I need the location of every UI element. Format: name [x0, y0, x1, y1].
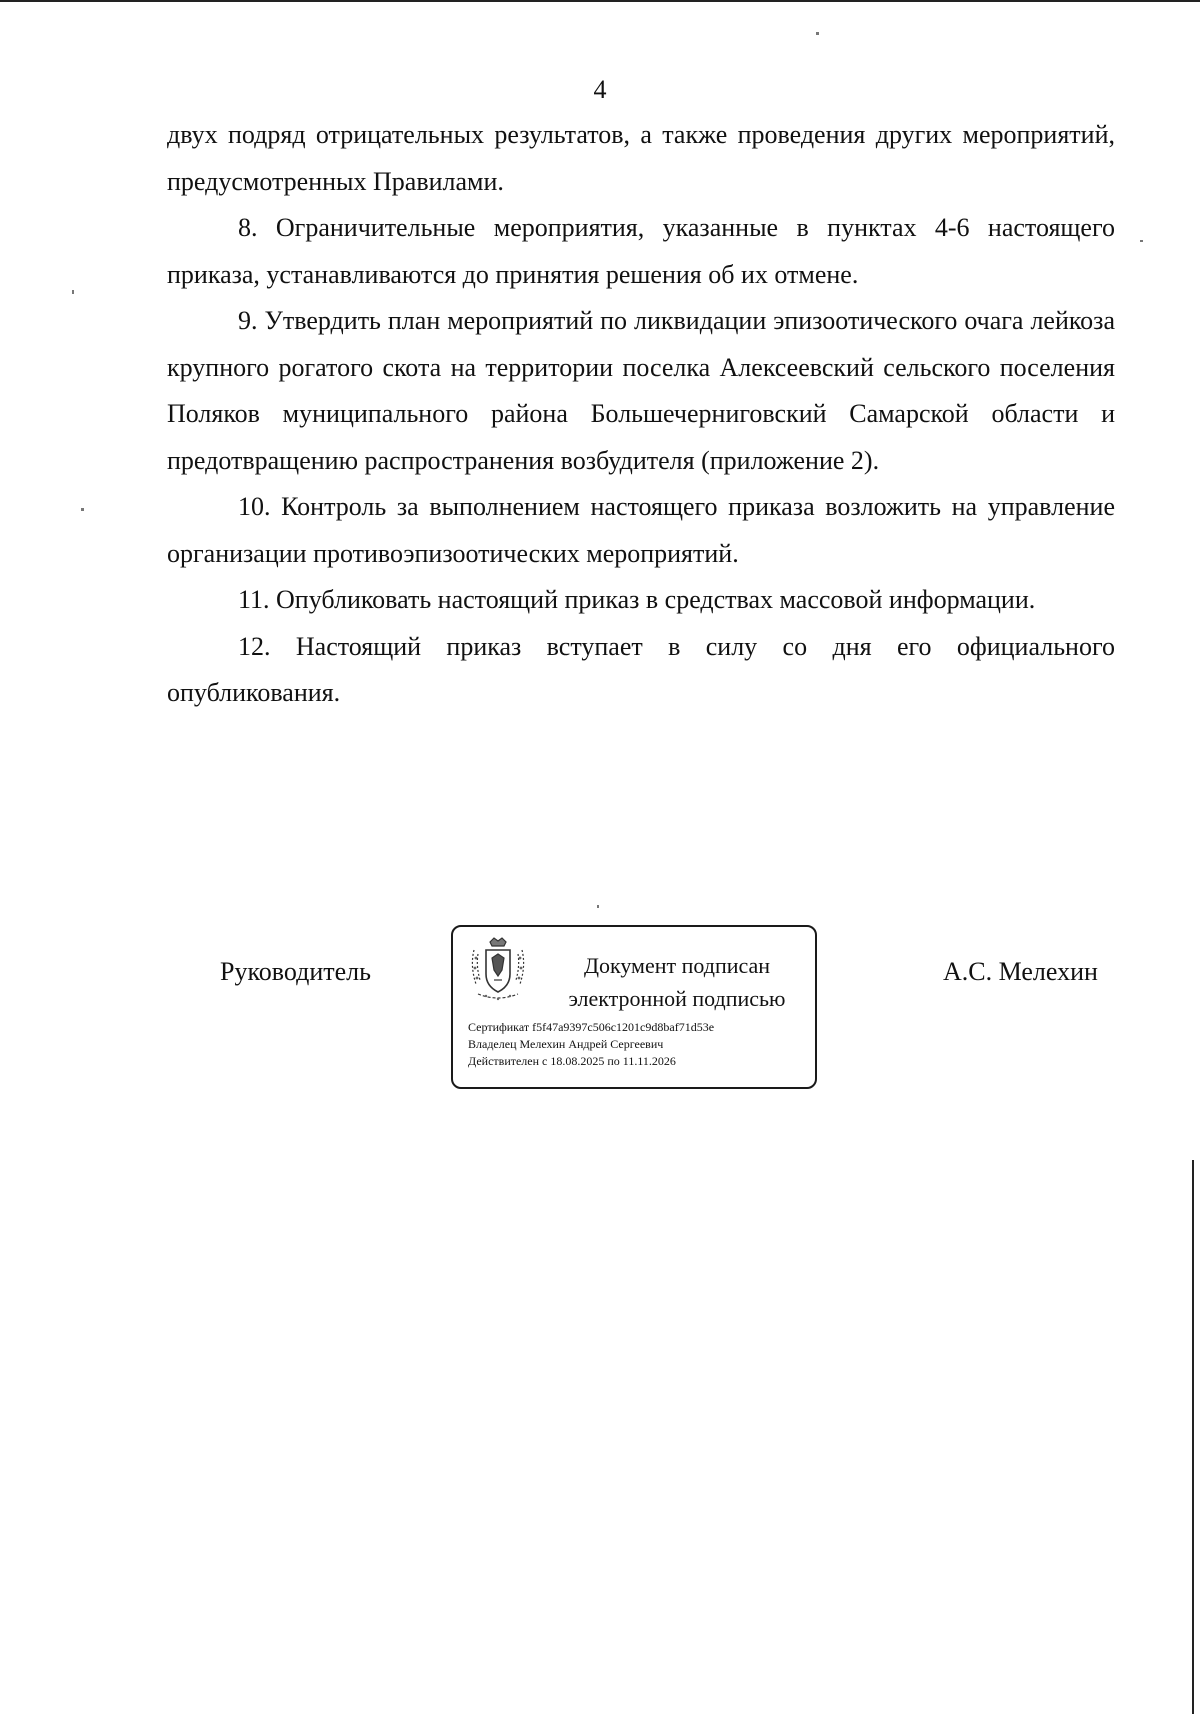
stamp-title-line-1: Документ подписан [583, 953, 771, 978]
paragraph-item-12: 12. Настоящий приказ вступает в силу со дня его официального опубликования. [167, 631, 1115, 707]
stamp-validity: Действителен с 18.08.2025 по 11.11.2026 [468, 1054, 676, 1068]
stamp-owner: Владелец Мелехин Андрей Сергеевич [468, 1037, 664, 1051]
paragraph-item-11: 11. Опубликовать настоящий приказ в средствах массовой информации. [238, 585, 1036, 614]
scan-speck [816, 32, 819, 35]
stamp-title-line-2: электронной подписью [568, 986, 786, 1011]
scan-speck [1140, 240, 1143, 242]
paragraph-continuation: двух подряд отрицательных результатов, а также проведения других мероприятий, предусмотренных Правилами. [167, 120, 1115, 196]
stamp-details [468, 1019, 714, 1070]
page-number: 4 [593, 75, 607, 104]
scan-speck [81, 508, 84, 511]
paragraph-item-9: 9. Утвердить план мероприятий по ликвидации эпизоотического очага лейкоза крупного рогатого скота на территории поселка Алексеевский сельского поселения Поляков муниципального района Большечерниговский Самарской области и предотвращению распространения возбудителя (приложение 2). [167, 306, 1115, 475]
stamp-title [553, 949, 801, 1015]
scan-speck [597, 905, 599, 908]
signer-role: Руководитель [220, 957, 371, 986]
scan-edge-top [0, 0, 1200, 2]
scan-speck [72, 290, 74, 294]
scan-edge-right [1192, 1160, 1194, 1714]
stamp-certificate: Сертификат f5f47a9397c506c1201c9d8baf71d53e [468, 1020, 715, 1034]
document-body [167, 112, 1115, 717]
signer-name: А.С. Мелехин [943, 957, 1098, 986]
coat-of-arms-icon [468, 936, 528, 1004]
paragraph-item-10: 10. Контроль за выполнением настоящего приказа возложить на управление организации противоэпизоотических мероприятий. [167, 492, 1115, 568]
paragraph-item-8: 8. Ограничительные мероприятия, указанные в пунктах 4-6 настоящего приказа, устанавливаются до принятия решения об их отмене. [167, 213, 1115, 289]
electronic-signature-stamp [451, 925, 817, 1089]
